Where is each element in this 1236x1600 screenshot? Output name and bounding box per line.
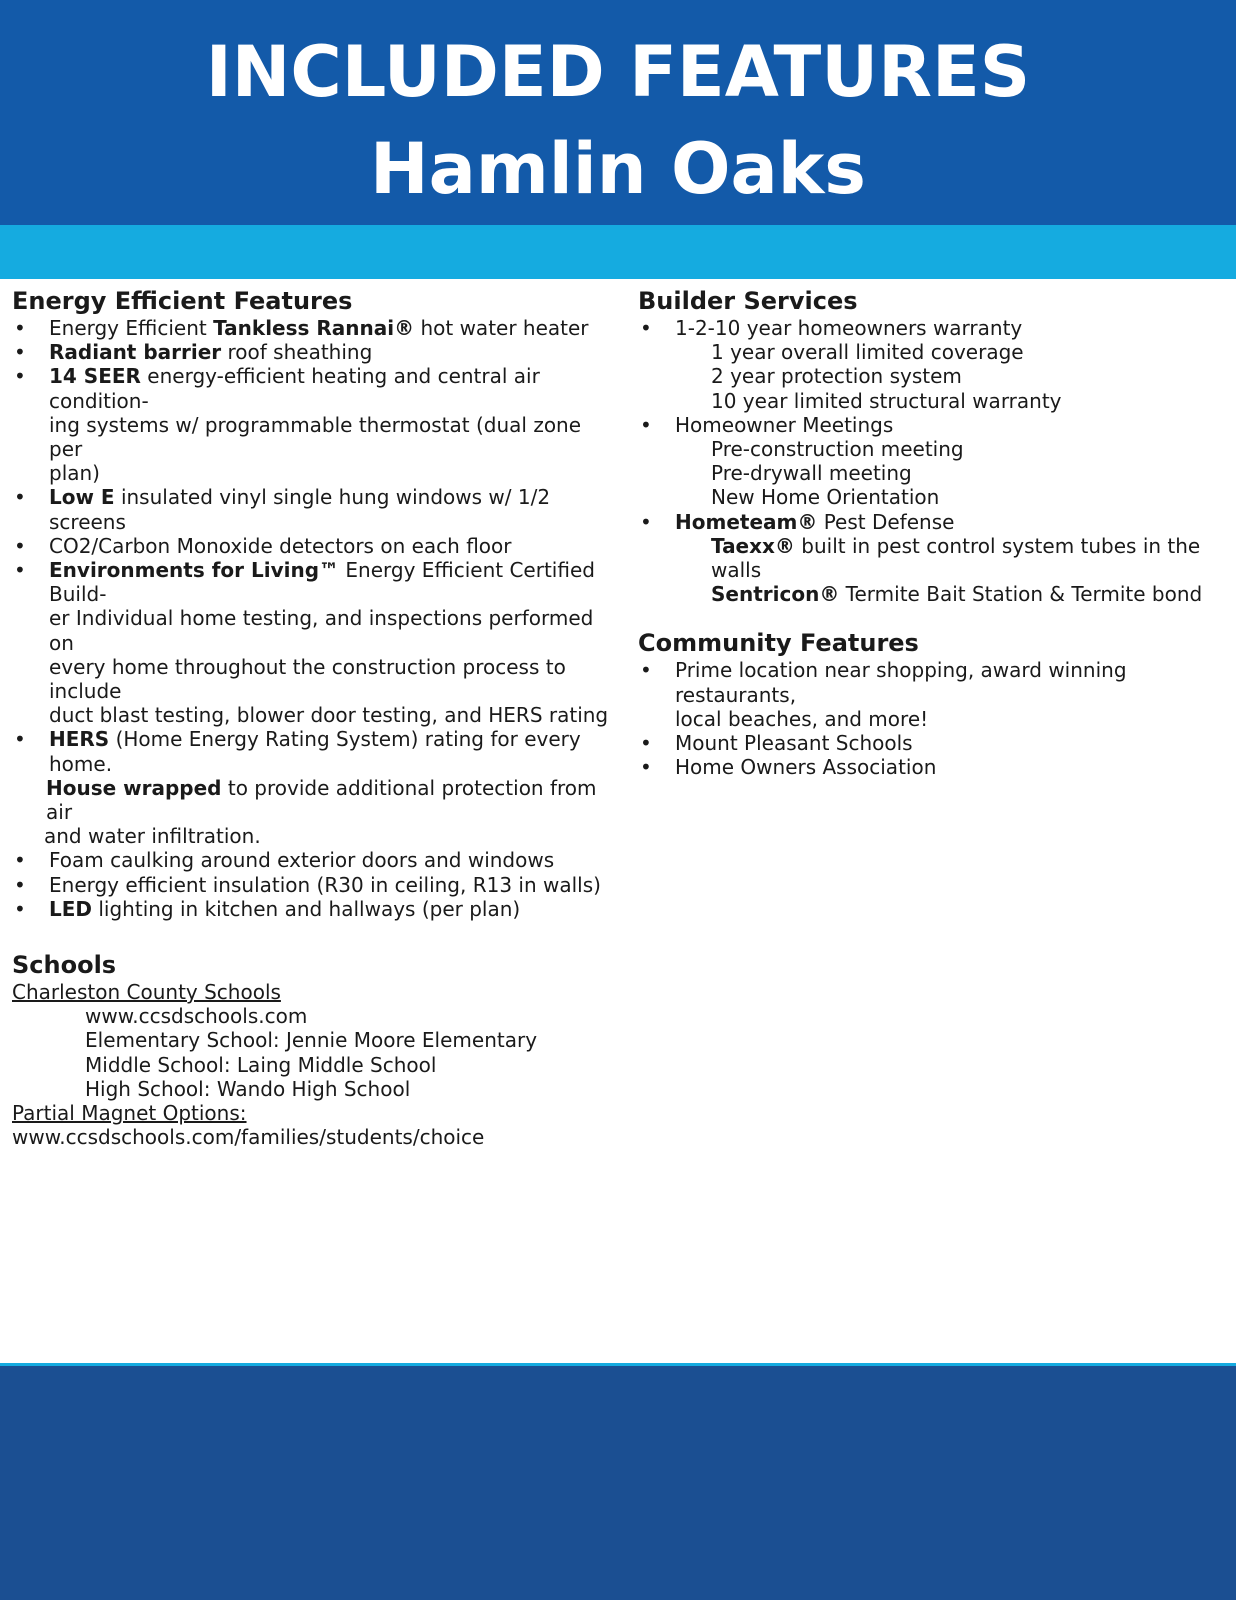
header-accent-band — [0, 225, 1236, 279]
item-text: Energy Efficient Certified Build- — [49, 558, 595, 607]
community-list — [638, 658, 1228, 779]
middle-school: Middle School: Laing Middle School — [85, 1052, 437, 1077]
list-item — [638, 658, 1228, 731]
builder-list — [638, 413, 1228, 437]
list-item — [638, 510, 1228, 534]
item-text: hot water heater — [414, 316, 589, 340]
magnet-url: www.ccsdschools.com/families/students/choice — [12, 1125, 485, 1150]
item-text: Prime location near shopping, award winning restaurants, — [675, 658, 1127, 707]
item-text: ing systems w/ programmable thermostat (dual zone per — [49, 412, 582, 462]
item-text: Home Owners Association — [675, 755, 937, 780]
sub-item: Pre-construction meeting — [711, 437, 964, 462]
item-bold: Hometeam® — [675, 509, 818, 534]
list-item — [12, 485, 612, 533]
item-text: Energy Efficient — [49, 316, 214, 340]
list-item — [12, 558, 612, 727]
high-school: High School: Wando High School — [85, 1076, 411, 1101]
sub-item: 2 year protection system — [711, 364, 962, 389]
builder-list — [638, 316, 1228, 340]
item-text: roof sheathing — [221, 340, 373, 365]
list-item — [638, 731, 1228, 755]
footer-banner — [0, 1366, 1236, 1600]
item-bold: Low E — [49, 485, 115, 510]
list-item — [12, 534, 612, 558]
schools-heading: Schools — [12, 951, 117, 980]
item-bold: Radiant barrier — [49, 340, 222, 365]
item-text: Pest Defense — [817, 509, 955, 534]
item-bold: Sentricon® — [711, 582, 840, 607]
sub-item — [638, 582, 1228, 606]
item-bold: Taexx® — [711, 533, 795, 558]
item-text: (Home Energy Rating System) rating for every home. — [49, 727, 581, 776]
item-text: to provide additional protection from air — [46, 775, 597, 825]
house-wrap-line2: and water infiltration. — [44, 824, 261, 849]
item-text: Termite Bait Station & Termite bond — [839, 582, 1203, 607]
item-text: insulated vinyl single hung windows w/ 1/2 screens — [49, 485, 551, 534]
list-item — [638, 755, 1228, 779]
item-text: duct blast testing, blower door testing, and HERS rating — [49, 703, 609, 728]
district-name: Charleston County Schools — [12, 980, 281, 1005]
page-title: INCLUDED FEATURES — [205, 31, 1031, 113]
builder-heading: Builder Services — [638, 287, 858, 315]
list-item — [638, 316, 1228, 340]
list-item — [12, 364, 612, 485]
item-bold: HERS — [49, 727, 110, 752]
list-item — [12, 848, 612, 872]
item-text: 1-2-10 year homeowners warranty — [675, 316, 1023, 340]
item-text: energy-efficient heating and central air condition- — [49, 364, 540, 413]
item-text: CO2/Carbon Monoxide detectors on each floor — [49, 533, 512, 558]
list-item — [12, 340, 612, 364]
community-heading: Community Features — [638, 629, 919, 658]
school-website: www.ccsdschools.com — [85, 1004, 308, 1029]
list-item — [12, 727, 612, 775]
elementary-school: Elementary School: Jennie Moore Elementary — [85, 1028, 538, 1053]
item-text: plan) — [49, 461, 100, 486]
item-bold: 14 SEER — [49, 364, 141, 389]
item-text: er Individual home testing, and inspections performed on — [49, 606, 594, 655]
header-banner — [0, 0, 1236, 225]
item-bold: Tankless Rannai® — [213, 316, 415, 340]
item-text: Foam caulking around exterior doors and windows — [49, 848, 555, 873]
energy-list-continued — [12, 848, 612, 921]
magnet-label: Partial Magnet Options: — [12, 1101, 247, 1126]
sub-item: 1 year overall limited coverage — [711, 340, 1024, 365]
sub-item: Pre-drywall meeting — [711, 461, 912, 486]
item-text: Energy efficient insulation (R30 in ceiling, R13 in walls) — [49, 872, 601, 897]
community-name: Hamlin Oaks — [370, 128, 866, 210]
house-wrap-line — [12, 776, 612, 824]
item-bold: Environments for Living™ — [49, 558, 340, 583]
list-item — [12, 897, 612, 921]
sub-item — [638, 534, 1228, 582]
right-column — [638, 286, 1228, 779]
item-text: Mount Pleasant Schools — [675, 731, 913, 756]
item-bold: House wrapped — [46, 775, 222, 800]
item-text: every home throughout the construction process to include — [49, 654, 566, 704]
list-item — [12, 316, 612, 340]
left-column — [12, 286, 612, 1150]
item-text: lighting in kitchen and hallways (per plan) — [92, 896, 521, 921]
energy-list — [12, 316, 612, 776]
builder-list — [638, 510, 1228, 534]
item-bold: LED — [49, 896, 93, 921]
energy-heading: Energy Efficient Features — [12, 287, 353, 315]
item-text: Homeowner Meetings — [675, 412, 894, 437]
item-text: local beaches, and more! — [675, 706, 929, 731]
list-item — [12, 873, 612, 897]
item-text: built in pest control system tubes in the walls — [711, 533, 1201, 583]
sub-item: 10 year limited structural warranty — [711, 388, 1062, 413]
list-item — [638, 413, 1228, 437]
sub-item: New Home Orientation — [711, 485, 940, 510]
